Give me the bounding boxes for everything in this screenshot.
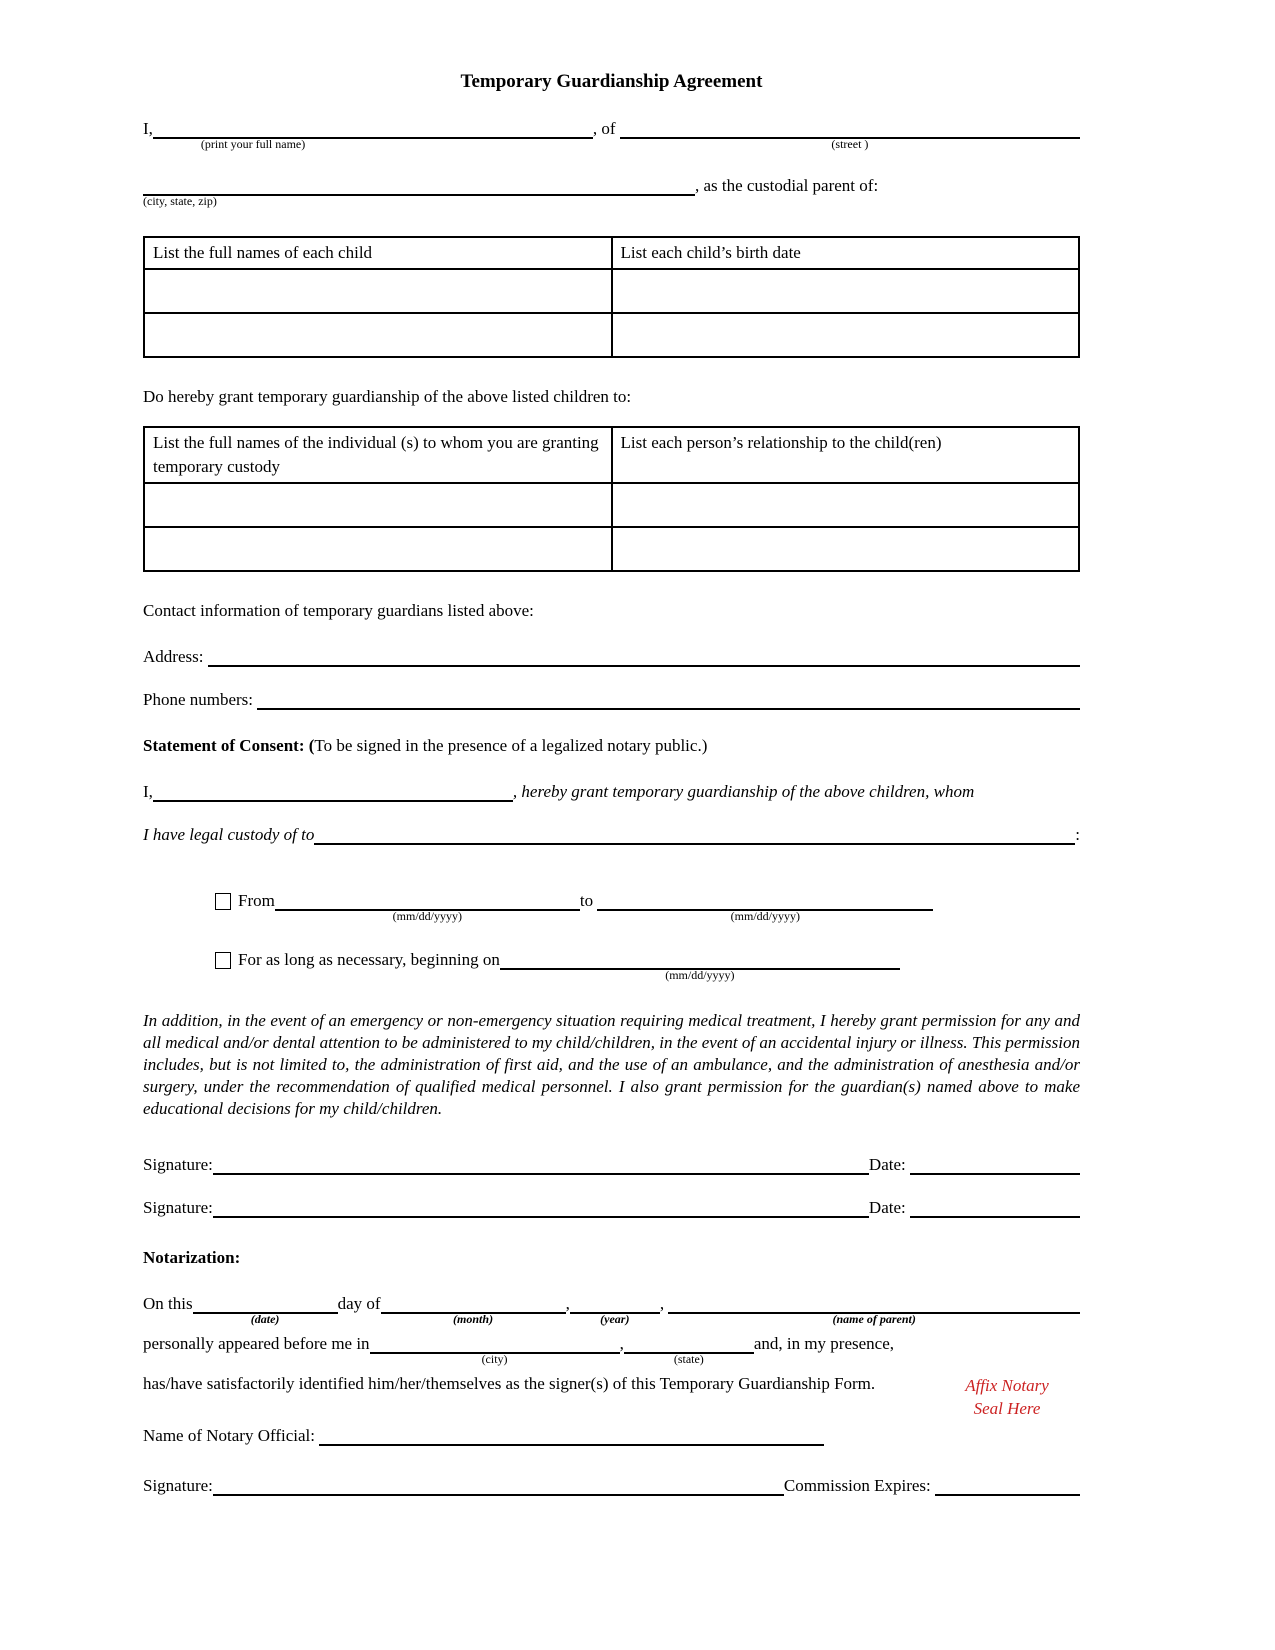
signature-field[interactable] <box>213 1196 869 1218</box>
custody-of-to-label: I have legal custody of to <box>143 825 315 844</box>
parent-name-street-row <box>143 116 1080 151</box>
name-of-parent-hint: (name of parent) <box>832 1312 916 1326</box>
i-label: I, <box>143 782 153 801</box>
notarization-heading: Notarization: <box>143 1248 241 1267</box>
custody-guardian-names-field[interactable] <box>314 823 1075 845</box>
as-long-as-necessary-checkbox[interactable] <box>215 952 231 969</box>
street-field[interactable] <box>620 117 1080 151</box>
notary-city-field[interactable] <box>370 1332 620 1366</box>
identified-statement: has/have satisfactorily identified him/her/themselves as the signer(s) of this Temporary Guardianship Form. <box>143 1374 876 1393</box>
as-long-label: For as long as necessary, beginning on <box>238 950 500 969</box>
child-name-cell[interactable] <box>144 269 612 313</box>
duration-open-ended-row <box>143 947 1080 982</box>
table-row <box>144 483 1079 527</box>
comma: , <box>565 1294 570 1313</box>
phone-row <box>143 687 1080 713</box>
signature-row-2 <box>143 1195 1080 1221</box>
guardian-name-cell[interactable] <box>144 483 612 527</box>
notary-date-row <box>143 1291 1080 1326</box>
commission-expires-label: Commission Expires: <box>783 1476 935 1495</box>
duration-from-to-row <box>143 888 1080 923</box>
address-row <box>143 644 1080 670</box>
consenting-parent-name-field[interactable] <box>153 780 513 802</box>
city-state-zip-row <box>143 173 1080 208</box>
notary-signature-row <box>143 1473 1080 1499</box>
seal-note-line1: Affix Notary <box>965 1376 1049 1395</box>
to-label: to <box>579 891 598 910</box>
city-state-zip-hint: (city, state, zip) <box>143 194 217 208</box>
from-to-checkbox[interactable] <box>215 893 231 910</box>
table-row <box>144 527 1079 571</box>
date-hint: (date) <box>250 1312 280 1326</box>
guardian-name-cell[interactable] <box>144 527 612 571</box>
children-birthdate-header: List each child’s birth date <box>612 237 1080 269</box>
date-format-hint: (mm/dd/yyyy) <box>665 968 735 982</box>
in-my-presence-label: and, in my presence, <box>753 1334 895 1353</box>
to-date-field[interactable] <box>597 889 933 923</box>
day-of-label: day of <box>337 1294 381 1313</box>
children-names-header: List the full names of each child <box>144 237 612 269</box>
address-label: Address: <box>143 647 208 666</box>
signature-label: Signature: <box>143 1476 213 1495</box>
parent-full-name-field[interactable] <box>153 117 593 151</box>
phone-field[interactable] <box>257 688 1080 710</box>
signature-date-field[interactable] <box>910 1196 1080 1218</box>
phone-label: Phone numbers: <box>143 690 258 709</box>
date-format-hint: (mm/dd/yyyy) <box>730 909 800 923</box>
beginning-date-field[interactable] <box>500 948 900 982</box>
print-name-hint: (print your full name) <box>200 137 306 151</box>
notary-day-field[interactable] <box>193 1292 338 1326</box>
child-birthdate-cell[interactable] <box>612 269 1080 313</box>
contact-heading: Contact information of temporary guardians listed above: <box>143 601 534 620</box>
date-label: Date: <box>868 1155 910 1174</box>
from-label: From <box>238 891 275 910</box>
page-title: Temporary Guardianship Agreement <box>460 71 763 92</box>
notary-name-row <box>143 1423 1080 1449</box>
state-hint: (state) <box>673 1352 704 1366</box>
address-field[interactable] <box>208 645 1080 667</box>
i-label: I, <box>143 119 153 138</box>
table-row <box>144 313 1079 357</box>
consent-heading-rest: To be signed in the presence of a legalized notary public.) <box>314 736 708 755</box>
signature-field[interactable] <box>213 1153 869 1175</box>
notary-state-field[interactable] <box>624 1332 754 1366</box>
from-date-field[interactable] <box>275 889 580 923</box>
guardians-table-header-row <box>144 427 1079 483</box>
on-this-label: On this <box>143 1294 193 1313</box>
city-hint: (city) <box>481 1352 508 1366</box>
signature-date-field[interactable] <box>910 1153 1080 1175</box>
of-label: , of <box>592 119 620 138</box>
consent-grant-text: , hereby grant temporary guardianship of the above children, whom <box>512 782 975 801</box>
custody-to-row <box>143 822 1080 848</box>
signature-row-1 <box>143 1152 1080 1178</box>
guardian-relationship-cell[interactable] <box>612 483 1080 527</box>
notary-signature-field[interactable] <box>213 1474 784 1496</box>
year-hint: (year) <box>600 1312 630 1326</box>
signature-label: Signature: <box>143 1155 213 1174</box>
grant-statement: Do hereby grant temporary guardianship of the above listed children to: <box>143 387 632 406</box>
children-table <box>143 236 1080 358</box>
seal-note-line2: Seal Here <box>973 1399 1041 1418</box>
guardian-relationship-header: List each person’s relationship to the child(ren) <box>612 427 1080 483</box>
consent-heading <box>143 735 1080 757</box>
guardian-relationship-cell[interactable] <box>612 527 1080 571</box>
month-hint: (month) <box>453 1312 494 1326</box>
comma: , <box>659 1294 669 1313</box>
medical-consent-paragraph: In addition, in the event of an emergency or non-emergency situation requiring medical treatment, I hereby grant permission for any and all medical and/or dental attention to be administered to my child/children, in the event of an accidental injury or illness. This permission includes, but is not limited to, the administration of first aid, and the use of an ambulance, and the administration of anesthesia and/or surgery, under the recommendation of qualified medical personnel. I also grant permission for the guardian(s) named above to make educational decisions for my child/children. <box>143 1011 1080 1118</box>
child-birthdate-cell[interactable] <box>612 313 1080 357</box>
comma: , <box>619 1334 624 1353</box>
affix-notary-seal-note <box>948 1374 1066 1420</box>
notary-official-label: Name of Notary Official: <box>143 1426 320 1445</box>
custody-colon: : <box>1075 825 1080 844</box>
appeared-label: personally appeared before me in <box>143 1334 370 1353</box>
consent-heading-bold: Statement of Consent: ( <box>143 736 315 755</box>
signature-label: Signature: <box>143 1198 213 1217</box>
date-format-hint: (mm/dd/yyyy) <box>392 909 463 923</box>
child-name-cell[interactable] <box>144 313 612 357</box>
notary-year-field[interactable] <box>570 1292 660 1326</box>
commission-expiry-field[interactable] <box>935 1474 1080 1496</box>
guardian-names-header: List the full names of the individual (s) to whom you are granting temporary custody <box>144 427 612 483</box>
date-label: Date: <box>868 1198 910 1217</box>
parent-name-notary-field[interactable] <box>668 1292 1080 1326</box>
children-table-header-row <box>144 237 1079 269</box>
table-row <box>144 269 1079 313</box>
guardians-table <box>143 426 1080 572</box>
notary-month-field[interactable] <box>381 1292 566 1326</box>
custodial-parent-label: , as the custodial parent of: <box>695 176 879 195</box>
notary-official-name-field[interactable] <box>319 1424 824 1446</box>
street-hint: (street ) <box>831 137 869 151</box>
city-state-zip-field[interactable] <box>143 174 695 208</box>
appeared-row <box>143 1331 1080 1366</box>
consent-name-row <box>143 779 1080 805</box>
